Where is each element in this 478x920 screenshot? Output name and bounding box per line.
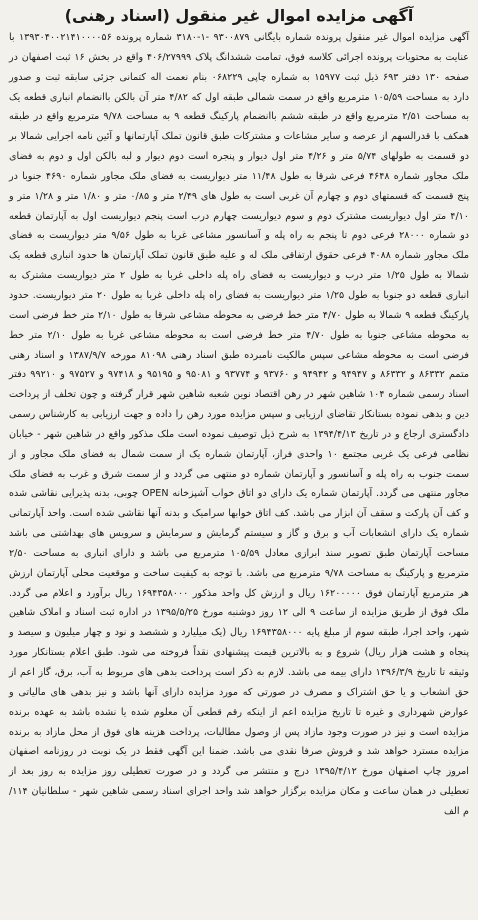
notice-title: آگهی مزایده اموال غیر منقول (اسناد رهنی): [64, 6, 414, 25]
notice-body: آگهی مزایده اموال غیر منقول پرونده شماره بایگانی ۹۳۰۰۸۷۹ -۱-۳۱۸۰ شماره پرونده ۱۳۹۳۰۴۰۰۲۱۴۱۰۰۰۰۵۶ با عنایت به محتویات پرونده اجرائی کلاسه فوق، تمامت ششدانگ پلاک ۴۰۶/۲۷۹۹۹ واقع در بخش ۱۶ ثبت اصفهان در صفحه ۱۳۰ دفتر ۶۹۳ ذیل ثبت ۱۵۹۷۷ به شماره چاپی ۰۶۸۲۲۹ بنام نعمت اله کتمانی جزئی سابقه ثبت و صدور دارد به مساحت ۱۰۵/۵۹ مترمربع واقع در سمت شمالی طبقه اول که ۴/۸۲ متر آن بالکن باانضمام انباری قطعه یک به مساحت ۲/۵۱ مترمربع واقع در طبقه ششم باانضمام پارکینگ قطعه ۹ به مساحت ۹/۷۸ مترمربع واقع در طبقه همکف با قدرالسهم از عرصه و سایر مشاعات و مشترکات طبق قانون تملک آپارتمانها و آئین نامه اجرایی شمالا بر دو قسمت به طولهای ۵/۷۴ متر و ۴/۲۶ متر اول دیوار و پنجره است دوم دیوار و لبه بالکن اول و دوم به فضای ملک مجاور شماره ۴۶۴۸ فرعی شرقا به طول ۱۱/۴۸ متر دیواریست به فضای ملک مجاور شماره ۴۶۹۰ جنوبا در پنج قسمت که قسمتهای دوم و چهارم آن غربی است به طول های ۲/۴۹ متر و ۰/۸۵ متر و ۱/۸۰ متر و ۱/۲۸ متر و ۴/۱۰ متر اول دیواریست مشترک دوم و سوم دیواریست چهارم درب است پنجم دیواریست اول به آپارتمان قطعه دو شماره ۲۸۰۰۰ فرعی دوم تا پنجم به راه پله و آسانسور مشاعی غربا به طول ۹/۵۶ متر دیواریست به فضای ملک مجاور شماره ۴۰۸۸ فرعی حقوق ارتفاقی ملک له و علیه طبق قانون تملک آپارتمان ها حدود انباری قطعه یک شمالا به طول ۱/۲۵ متر درب و دیواریست به فضای راه پله داخلی غربا به طول ۲ متر دیواریست مشترک به انباری قطعه دو جنوبا به طول ۱/۲۵ متر دیواریست به فضای راه پله داخلی غربا به طول ۲۰ متر دیواریست. حدود پارکینگ قطعه ۹ شمالا به طول ۴/۷۰ متر خط فرضی به محوطه مشاعی شرقا به طول ۲/۱۰ متر خط فرضی است به محوطه مشاعی جنوبا به طول ۴/۷۰ متر خط فرضی است به محوطه مشاعی غربا به طول ۲/۱۰ متر خط فرضی است به محوطه مشاعی سپس مالکیت نامبرده طبق اسناد رهنی ۸۱۰۹۸ مورخه ۱۳۸۷/۹/۷ و اسناد رهنی متمم ۸۶۳۳۲ و ۸۶۳۳۲ و ۹۴۹۴۷ و ۹۴۹۴۲ و ۹۳۷۶۰ و ۹۳۷۷۴ و ۹۵۰۸۱ و ۹۵۱۹۵ و ۹۷۴۱۸ و ۹۷۵۲۷ و ۹۹۲۱۰ دفتر اسناد رسمی شماره ۱۰۴ شاهین شهر در رهن اقتصاد نوین شعبه شاهین شهر قرار گرفته و چون تخلف از پرداخت دین و بدهی نموده بستانکار تقاضای ارزیابی و سپس مزایده مورد رهن را داده و جهت ارزیابی به کارشناس رسمی دادگستری ارجاع و در تاریخ ۱۳۹۴/۴/۱۳ به شرح ذیل توصیف نموده است ملک مذکور واقع در شاهین شهر - خیابان نظامی فرعی یک غربی مجتمع ۱۰ واحدی فراز، آپارتمان شماره یک از سمت شمال به فضای ملک مجاور و از سمت جنوب به راه پله و آسانسور و آپارتمان شماره دو منتهی می گردد و از سمت شرق و غرب به فضای ملک مجاور منتهی می گردد. آپارتمان شماره یک دارای دو اتاق خواب آشپزخانه OPEN چوبی، بدنه پذیرایی نقاشی شده و کف آن پارکت و سقف آن ابزار می باشد. کف اتاق خوابها سرامیک و بدنه آنها نقاشی شده است. واحد آپارتمانی شماره یک دارای انشعابات آب و برق و گاز و سیستم گرمایش و سرمایش و سرویس های بهداشتی می باشد مساحت آپارتمان طبق تصویر سند ابرازی معادل ۱۰۵/۵۹ مترمربع می باشد و دارای انباری به مساحت ۲/۵۰ مترمربع و پارکینگ به مساحت ۹/۷۸ مترمربع می باشد. با توجه به کیفیت ساخت و موقعیت محلی آپارتمان ارزش هر مترمربع آپارتمان فوق ۱۶۲۰۰۰۰۰ ریال و ارزش کل واحد مذکور ۱۶۹۴۳۵۸۰۰۰ ریال برآورد و اعلام می گردد. ملک فوق از طریق مزایده از ساعت ۹ الی ۱۲ روز دوشنبه مورخ ۱۳۹۵/۵/۲۵ در اداره ثبت اسناد و املاک شاهین شهر، واحد اجرا، طبقه سوم از مبلغ پایه ۱۶۹۴۳۵۸۰۰۰ ریال (یک میلیارد و ششصد و نود و چهار میلیون و سیصد و پنجاه و هشت هزار ریال) شروع و به بالاترین قیمت پیشنهادی نقداً فروخته می شود. طبق اعلام بستانکار مورد وثیقه تا تاریخ ۱۳۹۶/۳/۹ دارای بیمه می باشد. لازم به ذکر است پرداخت بدهی های مربوط به آب، برق، گاز اعم از حق انشعاب و یا حق اشتراک و مصرف در صورتی که مورد مزایده دارای آنها باشد و نیز بدهی های مالیاتی و عوارض شهرداری و غیره تا تاریخ مزایده اعم از اینکه رقم قطعی آن معلوم شده یا نشده باشد به عهده برنده مزایده است و نیز در صورت وجود مازاد پس از وصول مطالبات، پرداخت هزینه های فوق از محل مازاد به برنده مزایده مسترد خواهد شد و فروش صرفا نقدی می باشد. ضمنا این آگهی فقط در یک نوبت در روزنامه اصفهان امروز چاپ اصفهان مورخ ۱۳۹۵/۴/۱۲ درج و منتشر می گردد و در صورت تعطیلی روز مزایده به روز بعد از تعطیلی در همان ساعت و مکان مزایده برگزار خواهد شد واحد اجرای اسناد رسمی شاهین شهر - سلطانیان ۱۱۴/م الف: [9, 32, 470, 817]
